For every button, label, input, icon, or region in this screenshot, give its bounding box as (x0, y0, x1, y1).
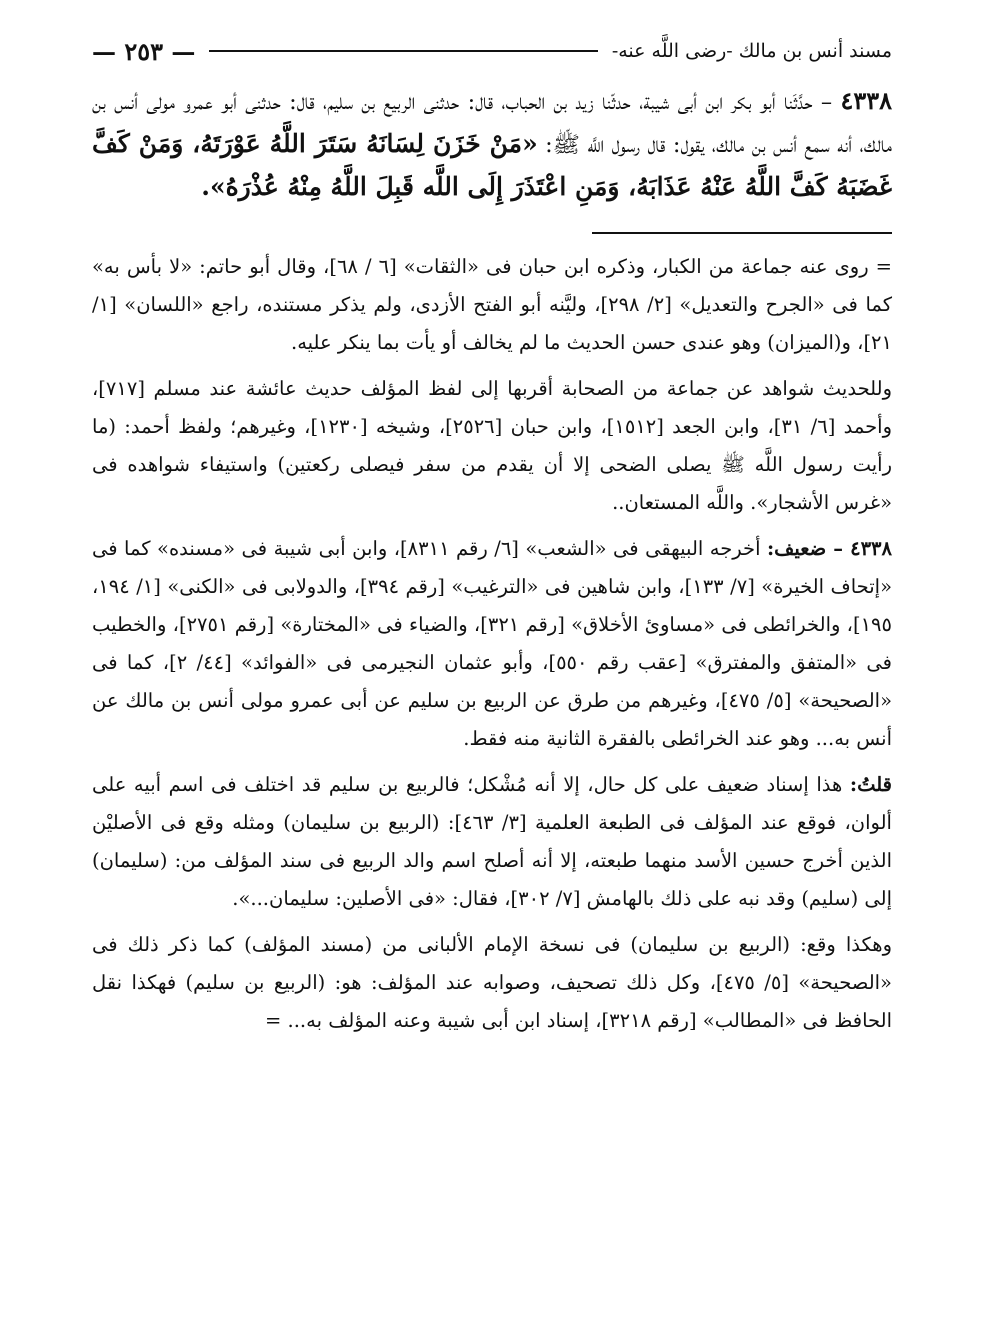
hadith-text (92, 80, 892, 209)
footnote-paragraph (92, 248, 892, 362)
footnote-paragraph (92, 370, 892, 522)
footnote-text: أخرجه البيهقى فى «الشعب» [٦/ رقم ٨٣١١]، وابن أبى شيبة فى «مسنده» كما فى «إتحاف الخيرة» [٧/ ١٣٣]، وابن شاهين فى «الترغيب» [رقم ٣٩٤]، والدولابى فى «الكنى» [١/ ١٩٤، ١٩٥]، والخرائطى فى «مساوئ الأخلاق» [رقم ٣٢١]، والضياء فى «المختارة» [رقم ٢٧٥١]، والخطيب فى «المتفق والمفترق» [عقب رقم ٥٥٠]، وأبو عثمان النجيرمى فى «الفوائد» [٤٤/ ٢]، كما فى «الصحيحة» [٥/ ٤٧٥]، وغيرهم من طرق عن الربيع بن سليم عن أبى عمرو مولى أنس بن مالك عن أنس به... وهو عند الخرائطى بالفقرة الثانية منه فقط. (92, 536, 893, 750)
hadith-number: ٤٣٣٨ (840, 86, 892, 115)
running-title: مسند أنس بن مالك -رضى اللَّه عنه- (611, 40, 892, 62)
footnote-text: هذا إسناد ضعيف على كل حال، إلا أنه مُشْكل؛ فالربيع بن سليم قد اختلف فى اسم أبيه على ألوان، فوقع عند المؤلف فى الطبعة العلمية [٣/ ٤٦٣]: (الربيع بن سليمان) ومثله وقع فى الأصليْن الذين أخرج حسين الأسد منهما طبعته، إلا أنه أصلح اسم والد الربيع فى سند المؤلف من: (سليمان) إلى (سليم) وقد نبه على ذلك بالهامش [٧/ ٣٠٢]، فقال: «فى الأصلين: سليمان...». (92, 772, 892, 910)
footnote-paragraph (92, 926, 892, 1040)
page-number-value: ٢٥٣ (124, 36, 164, 66)
hadith-isnad: – حدَّثَنا أبو بكر ابن أبى شيبة، حدثّنا زيد بن الحباب، قال: حدثنى الربيع بن سليم، قال: حدثنى أبو عمرو مولى أنس بن مالك، أنه سمع أنس بن مالك، يقول: قال رسول اللَّه ﷺ: (92, 89, 892, 158)
page-number: — ٢٥٣ — (92, 36, 196, 66)
footnote-separator (592, 232, 892, 234)
footnote-text: وللحديث شواهد عن جماعة من الصحابة أقربها إلى لفظ المؤلف حديث عائشة عند مسلم [٧١٧]، وأحمد [٦/ ٣١]، وابن الجعد [١٥١٢]، وابن حبان [٢٥٢٦]، وشيخه [١٢٣٠]، وغيرهم؛ ولفظ أحمد: (ما رأيت رسول اللَّه ﷺ يصلى الضحى إلا أن يقدم من سفر فيصلى ركعتين) واستيفاء شواهده فى «غرس الأشجار». واللَّه المستعان.. (92, 376, 892, 514)
footnote-text: = روى عنه جماعة من الكبار، وذكره ابن حبان فى «الثقات» [٦ / ٦٨]، وقال أبو حاتم: «لا بأس به» كما فى «الجرح والتعديل» [٢/ ٢٩٨]، وليَّنه أبو الفتح الأزدى، ولم يذكر مستنده، راجع «اللسان» [١/ ٢١]، و(الميزان) وهو عندى حسن الحديث ما لم يخالف أو يأت بما ينكر عليه. (92, 254, 892, 354)
footnote-lead: قلتُ: (849, 772, 892, 796)
hadith-matn: «مَنْ خَزَنَ لِسَانَهُ سَتَرَ اللَّهُ عَوْرَتَهُ، وَمَنْ كَفَّ غَضَبَهُ كَفَّ اللَّهُ عَنْهُ عَذَابَهُ، وَمَنِ اعْتَذَرَ إِلَى اللَّه قَبِلَ اللَّهُ مِنْهُ عُذْرَهُ». (92, 129, 892, 201)
footnote-paragraph (92, 530, 892, 758)
running-header (92, 36, 892, 66)
footnote-text: وهكذا وقع: (الربيع بن سليمان) فى نسخة الإمام الألبانى من (مسند المؤلف) كما ذكر ذلك فى «الصحيحة» [٥/ ٤٧٥]، وكل ذلك تصحيف، وصوابه عند المؤلف: هو: (الربيع بن سليم) فهكذا نقل الحافظ فى «المطالب» [رقم ٣٢١٨]، إسناد ابن أبى شيبة وعنه المؤلف به... = (92, 932, 892, 1032)
header-rule (209, 50, 597, 52)
footnote-lead: ٤٣٣٨ – ضعيف: (766, 536, 892, 560)
footnote-paragraph (92, 766, 892, 918)
